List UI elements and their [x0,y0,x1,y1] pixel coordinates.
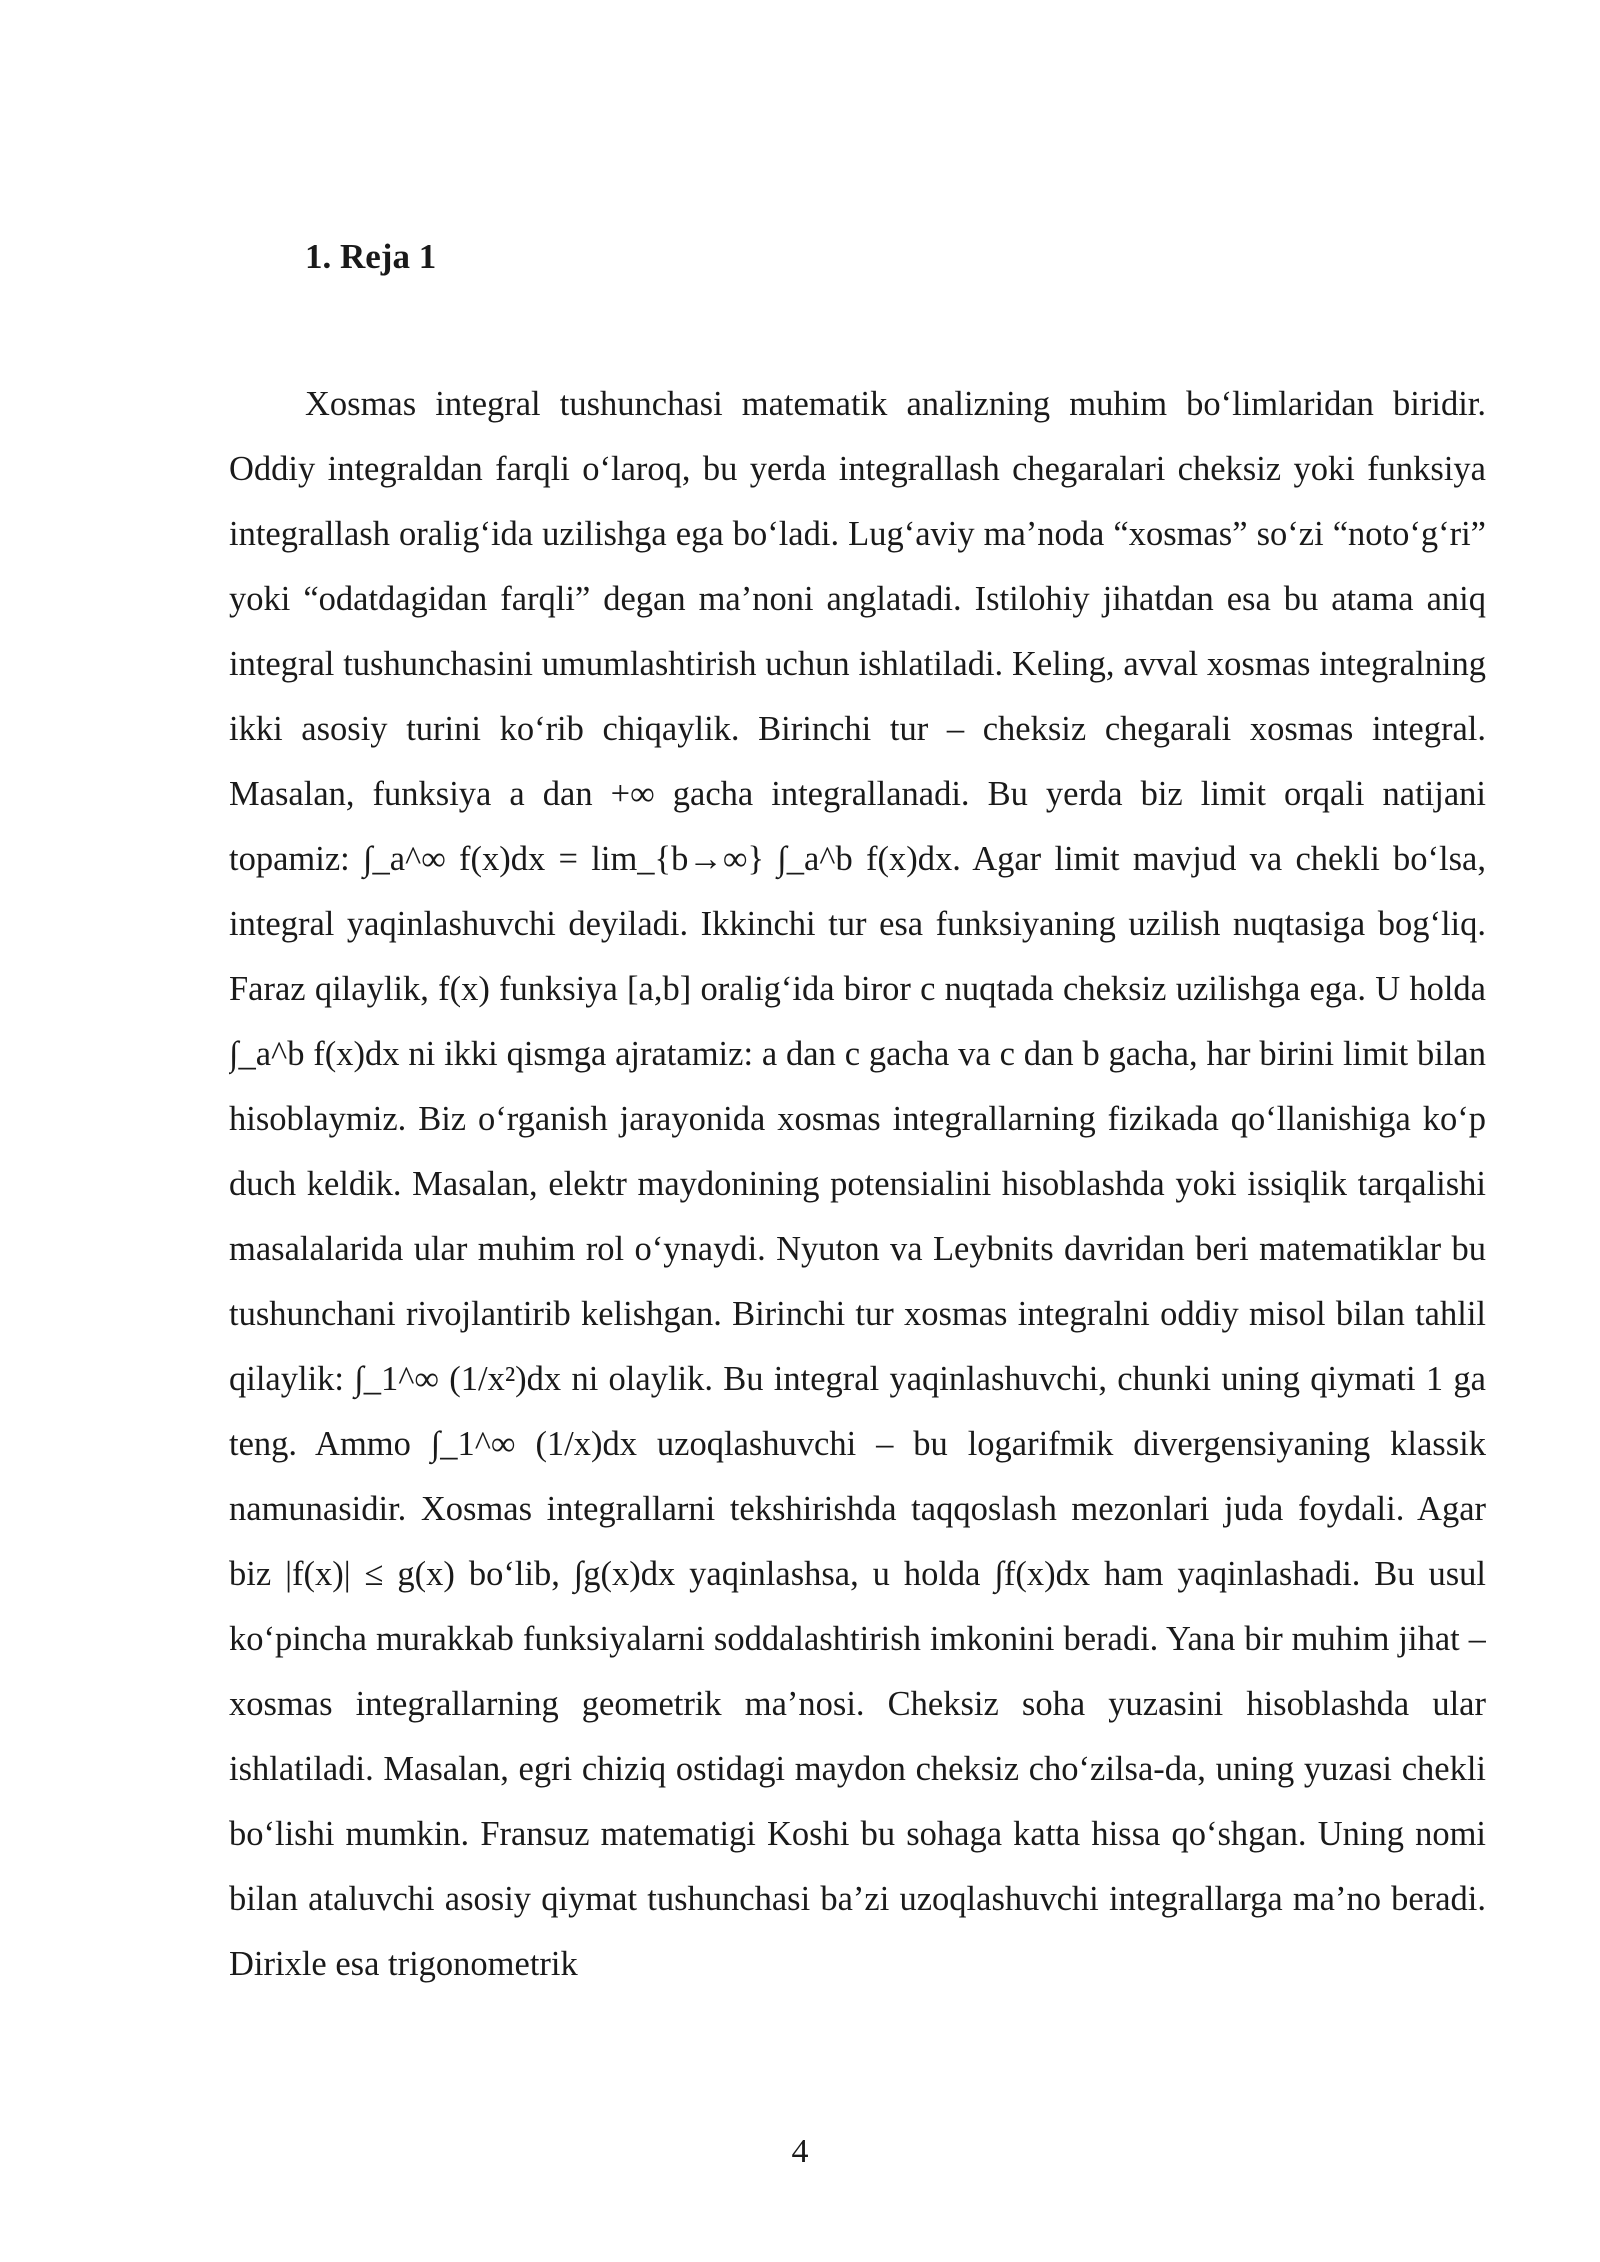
section-heading: 1. Reja 1 [305,237,437,276]
page-number: 4 [791,2133,809,2170]
body-paragraph: Xosmas integral tushunchasi matematik analizning muhim bo‘limlaridan biridir. Oddiy integraldan farqli o‘laroq, bu yerda integrallash chegaralari cheksiz yoki funksiya integrallash oralig‘ida uzilishga ega bo‘ladi. Lug‘aviy ma’noda “xosmas” so‘zi “noto‘g‘ri” yoki “odatdagidan farqli” degan ma’noni anglatadi. Istilohiy jihatdan esa bu atama aniq integral tushunchasini umumlashtirish uchun ishlatiladi. Keling, avval xosmas integralning ikki asosiy turini ko‘rib chiqaylik. Birinchi tur – cheksiz chegarali xosmas integral. Masalan, funksiya a dan +∞ gacha integrallanadi. Bu yerda biz limit orqali natijani topamiz: ∫_a^∞ f(x)dx = lim_{b→∞} ∫_a^b f(x)dx. Agar limit mavjud va chekli bo‘lsa, integral yaqinlashuvchi deyiladi. Ikkinchi tur esa funksiyaning uzilish nuqtasiga bog‘liq. Faraz qilaylik, f(x) funksiya [a,b] oralig‘ida biror c nuqtada cheksiz uzilishga ega. U holda ∫_a^b f(x)dx ni ikki qismga ajratamiz: a dan c gacha va c dan b gacha, har birini limit bilan hisoblaymiz. Biz o‘rganish jarayonida xosmas integrallarning fizikada qo‘llanishiga ko‘p duch keldik. Masalan, elektr maydonining potensialini hisoblashda yoki issiqlik tarqalishi masalalarida ular muhim rol o‘ynaydi. Nyuton va Leybnits davridan beri matematiklar bu tushunchani rivojlantirib kelishgan. Birinchi tur xosmas integralni oddiy misol bilan tahlil qilaylik: ∫_1^∞ (1/x²)dx ni olaylik. Bu integral yaqinlashuvchi, chunki uning qiymati 1 ga teng. Ammo ∫_1^∞ (1/x)dx uzoqlashuvchi – bu logarifmik divergensiyaning klassik namunasidir. Xosmas integrallarni tekshirishda taqqoslash mezonlari juda foydali. Agar biz |f(x)| ≤ g(x) bo‘lib, ∫g(x)dx yaqinlashsa, u holda ∫f(x)dx ham yaqinlashadi. Bu usul ko‘pincha murakkab funksiyalarni soddalashtirish imkonini beradi. Yana bir muhim jihat – xosmas integrallarning geometrik ma’nosi. Cheksiz soha yuzasini hisoblashda ular ishlatiladi. Masalan, egri chiziq ostidagi maydon cheksiz cho‘zilsa-da, uning yuzasi chekli bo‘lishi mumkin. Fransuz matematigi Koshi bu sohaga katta hissa qo‘shgan. Uning nomi bilan ataluvchi asosiy qiymat tushunchasi ba’zi uzoqlashuvchi integrallarga ma’no beradi. Dirixle esa trigonometrik [229,385,1486,1983]
